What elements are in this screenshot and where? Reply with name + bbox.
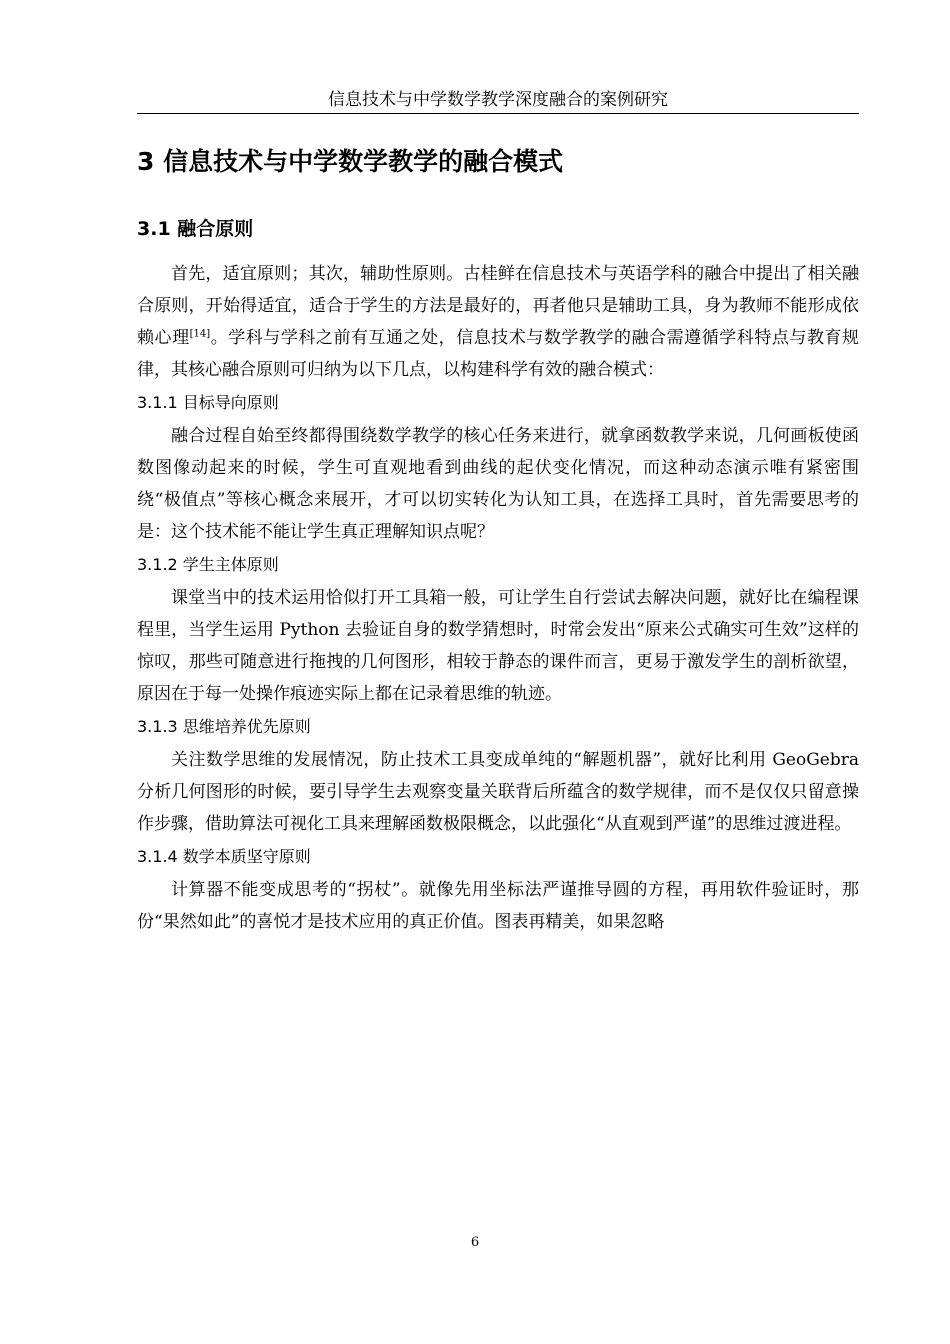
- chapter-title: 3 信息技术与中学数学教学的融合模式: [137, 147, 564, 176]
- subsection-paragraph: 计算器不能变成思考的“拐杖”。就像先用坐标法严谨推导圆的方程，再用软件验证时，那份“果然如此”的喜悦才是技术应用的真正价值。图表再精美，如果忽略: [137, 880, 859, 932]
- page-number: 6: [470, 1235, 480, 1250]
- subsection-title: 3.1.2 学生主体原则: [137, 555, 279, 574]
- intro-text-part1: 首先，适宜原则；其次，辅助性原则。古桂鲜在信息技术与英语学科的融合中提出了相关融合原则，开始得适宜，适合于学生的方法是最好的，再者他只是辅助工具，身为教师不能形成依赖心理: [137, 264, 859, 348]
- subsection-paragraph: 课堂当中的技术运用恰似打开工具箱一般，可让学生自行尝试去解决问题，就好比在编程课程里，当学生运用 Python 去验证自身的数学猜想时，时常会发出“原来公式确实可生效”这样的惊叹，那些可随意进行拖拽的几何图形，相较于静态的课件而言，更易于激发学生的剖析欲望，原因在于每一处操作痕迹实际上都在记录着思维的轨迹。: [137, 588, 859, 704]
- intro-text-part2: 。学科与学科之前有互通之处，信息技术与数学教学的融合需遵循学科特点与教育规律，其核心融合原则可归纳为以下几点，以构建科学有效的融合模式：: [137, 328, 860, 380]
- subsection-title: 3.1.4 数学本质坚守原则: [137, 847, 311, 866]
- page-body: [137, 138, 859, 938]
- subsection-title: 3.1.3 思维培养优先原则: [137, 717, 311, 736]
- subsection-title: 3.1.1 目标导向原则: [137, 393, 279, 412]
- subsection-paragraph: 关注数学思维的发展情况，防止技术工具变成单纯的“解题机器”，就好比利用 GeoGebra 分析几何图形的时候，要引导学生去观察变量关联背后所蕴含的数学规律，而不是仅仅只留意操作步骤，借助算法可视化工具来理解函数极限概念，以此强化“从直观到严谨”的思维过渡进程。: [137, 750, 859, 834]
- running-header: 信息技术与中学数学教学深度融合的案例研究: [328, 90, 668, 110]
- intro-paragraph: [137, 258, 859, 386]
- citation-marker: [14]: [189, 328, 211, 340]
- subsection-paragraph: 融合过程自始至终都得围绕数学教学的核心任务来进行，就拿函数教学来说，几何画板使函数图像动起来的时候，学生可直观地看到曲线的起伏变化情况，而这种动态演示唯有紧密围绕“极值点”等核心概念来展开，才可以切实转化为认知工具，在选择工具时，首先需要思考的是：这个技术能不能让学生真正理解知识点呢？: [137, 426, 859, 542]
- section-title: 3.1 融合原则: [137, 218, 254, 240]
- header-rule: [137, 113, 859, 114]
